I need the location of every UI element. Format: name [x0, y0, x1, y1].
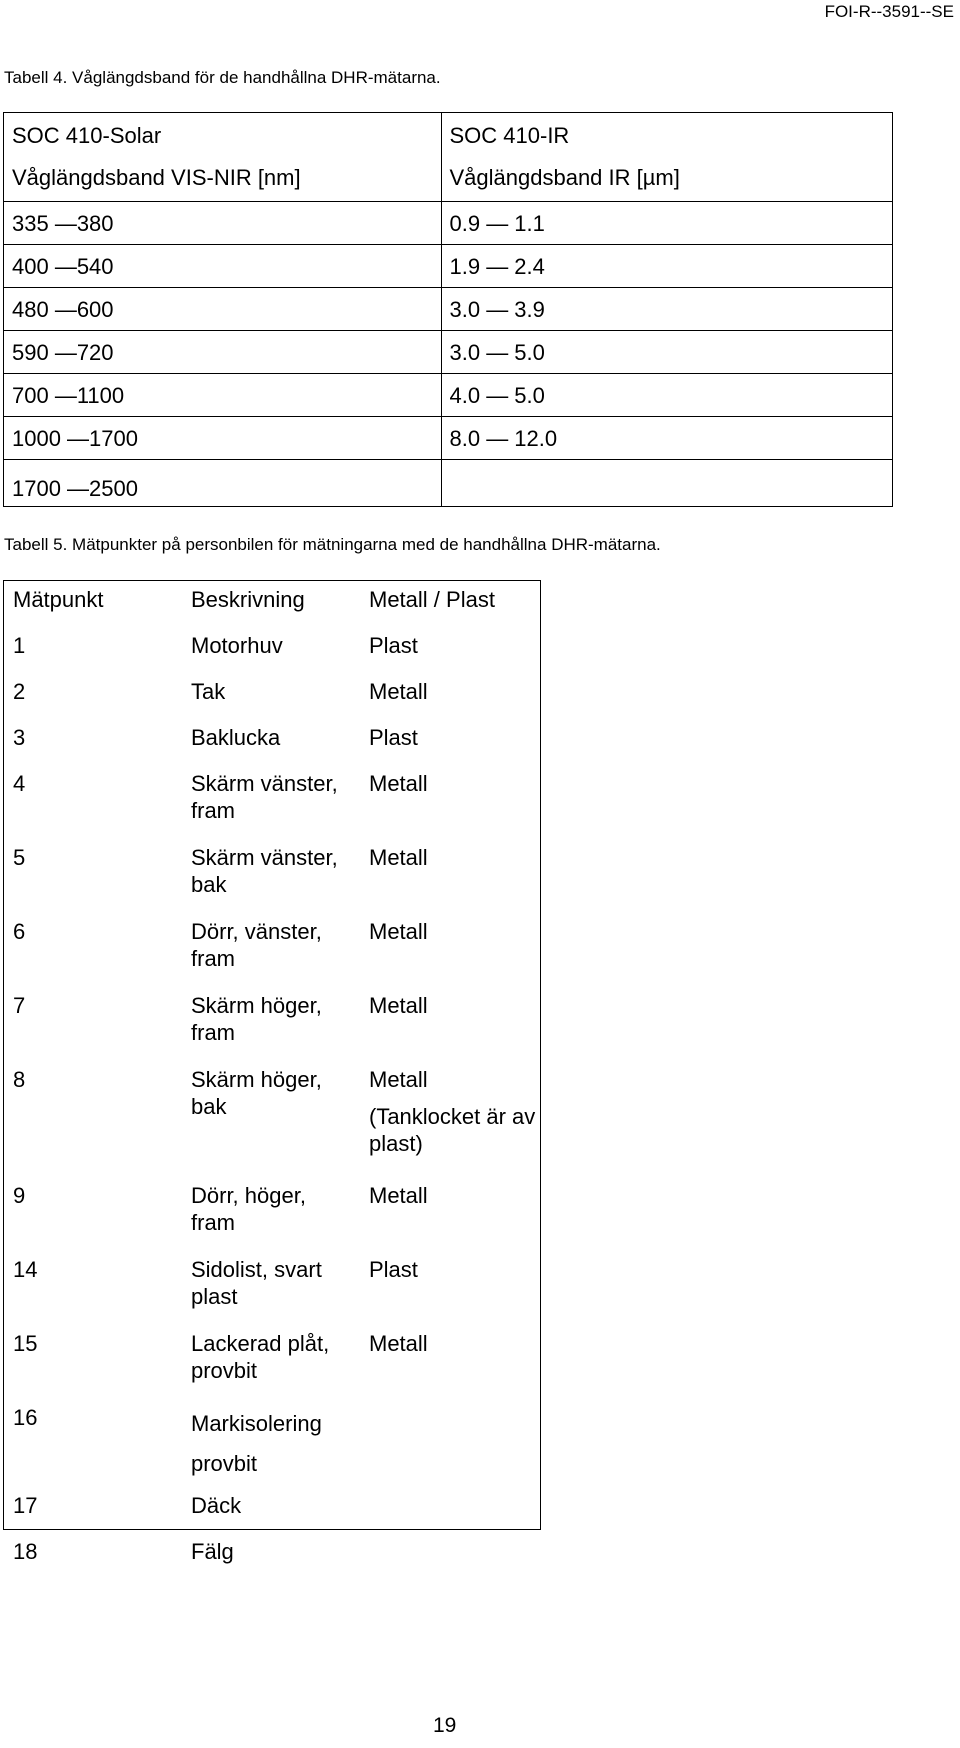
table-cell: [359, 1534, 539, 1580]
col2-title: SOC 410-IR: [449, 123, 570, 148]
table-cell: Metall: [369, 771, 428, 796]
cell-text: Markisolering provbit: [191, 1411, 322, 1476]
table-row: [4, 417, 893, 460]
table-cell: [359, 1488, 539, 1534]
table-cell: [359, 1062, 539, 1178]
table-cell: [181, 988, 359, 1062]
table-cell: 0.9 — 1.1: [441, 202, 893, 245]
table-cell: Plast: [369, 725, 418, 750]
table-header-row: [4, 113, 893, 202]
cell-text: Skärm höger, fram: [191, 993, 322, 1045]
cell-text: Sidolist, svart plast: [191, 1257, 322, 1309]
measurement-points-table: [3, 580, 539, 1580]
table-cell: [181, 1252, 359, 1326]
table-row: [3, 1326, 539, 1400]
table-cell: 480 —600: [4, 288, 442, 331]
table-cell: [181, 766, 359, 840]
table-cell: 3: [13, 725, 26, 750]
table-cell: Fälg: [191, 1539, 234, 1564]
table-cell: 14: [13, 1257, 38, 1282]
table-cell: [181, 1400, 359, 1488]
table-cell: 1000 —1700: [4, 417, 442, 460]
table-cell: 15: [13, 1331, 38, 1356]
table-cell: Metall: [369, 679, 428, 704]
table-cell: 7: [13, 993, 26, 1018]
table-row: [3, 628, 539, 674]
table-cell: 8: [13, 1067, 26, 1092]
table-row: [3, 720, 539, 766]
table-cell: Baklucka: [191, 725, 281, 750]
table-row: [3, 914, 539, 988]
table-row: [4, 245, 893, 288]
table-row: [4, 288, 893, 331]
table-cell: 8.0 — 12.0: [441, 417, 893, 460]
table-row: [3, 674, 539, 720]
table-cell: 4: [13, 771, 26, 796]
table-row: [3, 766, 539, 840]
table-cell: [359, 1400, 539, 1488]
table-row: [3, 1400, 539, 1488]
header-cell-solar: [4, 113, 442, 202]
table-cell: 1: [13, 633, 26, 658]
table-row: [3, 1488, 539, 1534]
table-cell: 5: [13, 845, 26, 870]
table-row: [3, 1178, 539, 1252]
table-cell: 590 —720: [4, 331, 442, 374]
cell-text: Metall: [369, 1067, 428, 1092]
table-cell: Metall: [369, 845, 428, 870]
table-row: [4, 460, 893, 507]
table-row: [4, 374, 893, 417]
table-cell: 16: [13, 1405, 38, 1430]
page-number: 19: [433, 1714, 457, 1737]
table-5-caption: Tabell 5. Mätpunkter på personbilen för mätningarna med de handhållna DHR-mätarna.: [4, 535, 661, 554]
table-row: [3, 988, 539, 1062]
document-id: FOI-R--3591--SE: [824, 2, 954, 21]
table-cell: [181, 914, 359, 988]
table-cell: 6: [13, 919, 26, 944]
header-cell-material: Metall / Plast: [369, 587, 495, 612]
table-cell: 3.0 — 3.9: [441, 288, 893, 331]
table-cell: Plast: [369, 633, 418, 658]
table-row: [3, 1534, 539, 1580]
table-cell: 3.0 — 5.0: [441, 331, 893, 374]
table-row: [4, 331, 893, 374]
header-cell-description: Beskrivning: [191, 587, 305, 612]
table-cell: Däck: [191, 1493, 242, 1518]
cell-text: Dörr, höger, fram: [191, 1183, 306, 1235]
table-cell: Metall: [369, 1183, 428, 1208]
table-row: [4, 202, 893, 245]
table-cell: 2: [13, 679, 26, 704]
cell-text: Skärm vänster, fram: [191, 771, 338, 823]
table-cell: 9: [13, 1183, 26, 1208]
table-cell: [181, 840, 359, 914]
cell-text: Dörr, vänster, fram: [191, 919, 322, 971]
table-cell: 1700 —2500: [4, 460, 442, 507]
header-cell-ir: [441, 113, 893, 202]
wavelength-table: [3, 112, 893, 507]
table-cell: 400 —540: [4, 245, 442, 288]
table-cell: 4.0 — 5.0: [441, 374, 893, 417]
tank-lid-note: (Tanklocket är av plast): [369, 1104, 536, 1156]
table-cell: 18: [13, 1539, 38, 1564]
cell-text: Lackerad plåt, provbit: [191, 1331, 330, 1383]
table-row: [3, 1062, 539, 1178]
col1-subtitle: Våglängdsband VIS-NIR [nm]: [12, 165, 301, 190]
table-cell: 1.9 — 2.4: [441, 245, 893, 288]
table-4-caption: Tabell 4. Våglängdsband för de handhållna DHR-mätarna.: [4, 68, 441, 87]
table-cell: Tak: [191, 679, 226, 704]
table-cell: Plast: [369, 1257, 418, 1282]
table-cell: Metall: [369, 1331, 428, 1356]
table-cell: [181, 1062, 359, 1178]
table-cell: 17: [13, 1493, 38, 1518]
table-cell: Metall: [369, 993, 428, 1018]
table-cell: [181, 1178, 359, 1252]
table-row: [3, 840, 539, 914]
table-cell: Metall: [369, 919, 428, 944]
col2-subtitle: Våglängdsband IR [µm]: [449, 165, 680, 190]
cell-text: Skärm höger, bak: [191, 1067, 322, 1119]
table-cell: Motorhuv: [191, 633, 283, 658]
table-row: [3, 1252, 539, 1326]
cell-text: Skärm vänster, bak: [191, 845, 338, 897]
table-cell: [441, 460, 893, 507]
table-cell: 700 —1100: [4, 374, 442, 417]
table-header-row: [3, 580, 539, 628]
header-cell-point: Mätpunkt: [13, 587, 104, 612]
table-cell: 335 —380: [4, 202, 442, 245]
table-cell: [181, 1326, 359, 1400]
col1-title: SOC 410-Solar: [12, 123, 162, 148]
